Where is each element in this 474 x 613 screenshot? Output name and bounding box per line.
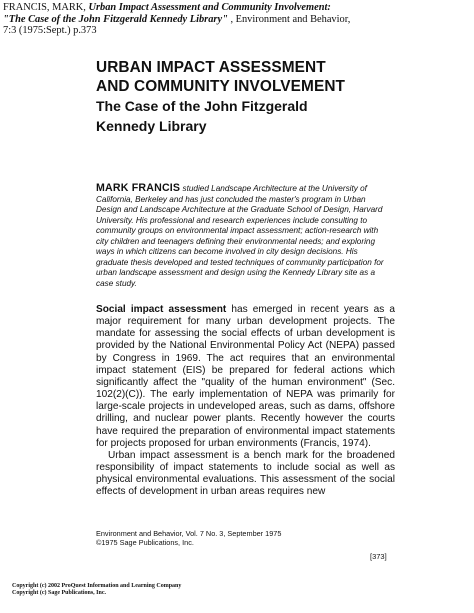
body-paragraph-1: [96, 304, 395, 450]
citation-header: [3, 2, 443, 37]
body-paragraph-2: Urban impact assessment is a bench mark for the broadened responsibility of impact statements to include social as well as physical environmental evaluations. This assessment of the social effects of development in urban areas requires new: [96, 449, 395, 498]
copyright-proquest: Copyright (c) 2002 ProQuest Information and Learning Company: [12, 583, 182, 589]
paragraph-text: has emerged in recent years as a major requirement for many urban development projects. The mandate for assessing the social effects of urban development is provided by the National Environmental Policy Act (NEPA) passed by Congress in 1969. The act requires that an environmental impact statement (EIS) be prepared for federal actions which significantly affect the "quality of the human environment" (Sec. 102(2)(C)). The early implementation of NEPA was primarily for large-scale projects in undeveloped areas, such as dams, offshore drilling, and nuclear power plants. Recently however the courts have required the preparation of environmental impact statements for projects proposed for urban environments (Francis, 1974).: [96, 304, 395, 449]
subtitle-line-2: Kennedy Library: [96, 118, 207, 134]
title-line-1: URBAN IMPACT ASSESSMENT: [96, 59, 326, 76]
citation-journal: , Environment and Behavior,: [227, 13, 351, 25]
citation-subtitle: "The Case of the John Fitzgerald Kennedy Library": [3, 13, 228, 25]
citation-volume: 7:3 (1975:Sept.) p.373: [3, 25, 97, 37]
journal-publisher: ©1975 Sage Publications, Inc.: [96, 538, 194, 547]
author-bio-text: studied Landscape Architecture at the University of California, Berkeley and has just concluded the master's program in Urban Design and Landscape Architecture at the Graduate School of Design, Harvard University. His professional and research experiences include consulting to community groups on environmental impact assessment; action-research with city children and teenagers defining their environmental needs; and exploring ways in which citizens can become involved in city design decisions. His graduate thesis developed and tested techniques of community participation for urban landscape assessment and design using the Kennedy Library site as a case study.: [96, 184, 384, 288]
article-body: [96, 304, 395, 499]
article-title: [96, 58, 345, 136]
subtitle-line-1: The Case of the John Fitzgerald: [96, 98, 308, 114]
citation-author: FRANCIS, MARK,: [3, 2, 89, 13]
page-number: [373]: [370, 552, 387, 561]
author-name: MARK FRANCIS: [96, 182, 181, 194]
citation-line-1: [3, 2, 443, 14]
title-line-2: AND COMMUNITY INVOLVEMENT: [96, 78, 346, 95]
journal-issue: Environment and Behavior, Vol. 7 No. 3, September 1975: [96, 529, 282, 538]
citation-line-2: [3, 14, 443, 26]
author-bio: [96, 183, 392, 289]
copyright-sage: Copyright (c) Sage Publications, Inc.: [12, 590, 107, 597]
paragraph-lead: Social impact assessment: [96, 304, 227, 315]
copyright-notice: [12, 583, 181, 597]
citation-title: Urban Impact Assessment and Community Involvement:: [88, 2, 331, 13]
journal-info: [96, 529, 296, 547]
